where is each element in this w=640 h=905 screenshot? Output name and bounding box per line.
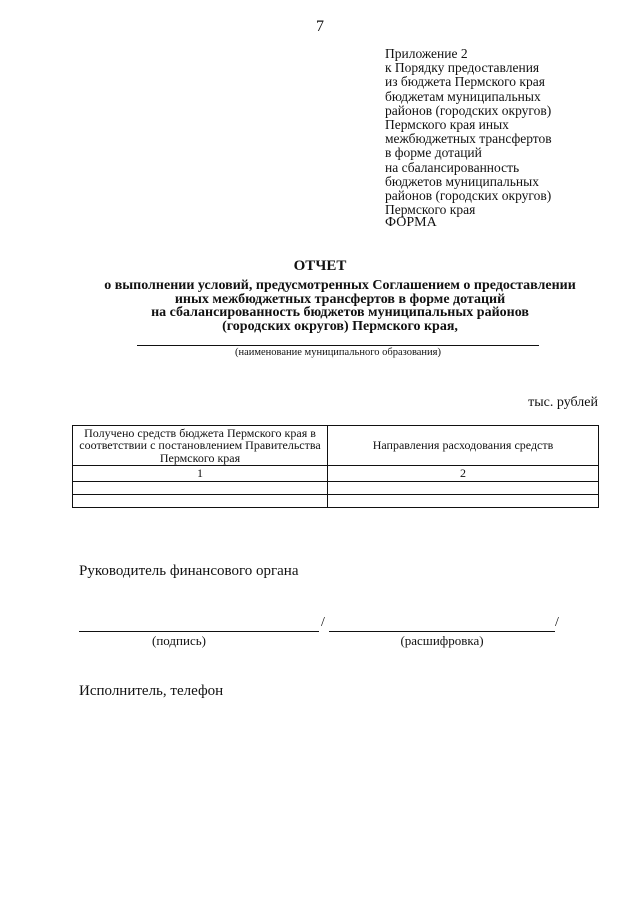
table-row: [73, 495, 599, 508]
column-number-row: [73, 466, 599, 482]
table-header-row: [73, 426, 599, 466]
appendix-line: Пермского края: [385, 202, 476, 218]
executor-label: Исполнитель, телефон: [79, 683, 224, 699]
appendix-line: на сбалансированность: [385, 159, 520, 175]
document-title: ОТЧЕТ: [293, 258, 347, 274]
table-cell: [73, 482, 328, 495]
page-number: 7: [316, 18, 324, 35]
header-received-funds: Получено средств бюджета Пермского края в соответствии с постановлением Правительства Пермского края: [73, 426, 328, 466]
column-number: 2: [328, 466, 599, 482]
appendix-line: районов (городских округов): [385, 188, 552, 204]
appendix-line: межбюджетных трансфертов: [385, 131, 552, 147]
separator-slash: /: [321, 615, 325, 630]
appendix-line: районов (городских округов): [385, 102, 552, 118]
appendix-line: Пермского края иных: [385, 117, 509, 133]
signer-label: Руководитель финансового органа: [79, 563, 299, 579]
decoding-line: [329, 631, 555, 632]
table-cell: [328, 482, 599, 495]
municipality-name-line: [137, 345, 539, 346]
form-label: ФОРМА: [385, 215, 437, 230]
appendix-line: бюджетам муниципальных: [385, 88, 541, 104]
subtitle-line: на сбалансированность бюджетов муниципальных районов: [151, 305, 529, 320]
decoding-caption: (расшифровка): [400, 633, 484, 648]
appendix-line: в форме дотаций: [385, 145, 482, 161]
subtitle-line: (городских округов) Пермского края,: [222, 318, 458, 334]
signature-caption: (подпись): [152, 633, 206, 648]
municipality-caption: (наименование муниципального образования): [234, 347, 442, 358]
document-subtitle: [60, 279, 620, 333]
appendix-line: бюджетов муниципальных: [385, 173, 539, 189]
subtitle-line: иных межбюджетных трансфертов в форме дотаций: [174, 291, 506, 307]
units-label: тыс. рублей: [528, 395, 598, 410]
table-row: [73, 482, 599, 495]
header-spending-directions: Направления расходования средств: [328, 426, 599, 466]
appendix-line: к Порядку предоставления: [385, 60, 540, 76]
appendix-note: [385, 47, 552, 217]
appendix-line: из бюджета Пермского края: [385, 74, 545, 90]
subtitle-line: о выполнении условий, предусмотренных Соглашением о предоставлении: [104, 278, 576, 293]
signature-line: [79, 631, 319, 632]
report-table: [72, 425, 599, 508]
separator-slash: /: [555, 615, 559, 630]
table-cell: [73, 495, 328, 508]
appendix-line: Приложение 2: [385, 46, 468, 61]
column-number: 1: [73, 466, 328, 482]
table-cell: [328, 495, 599, 508]
